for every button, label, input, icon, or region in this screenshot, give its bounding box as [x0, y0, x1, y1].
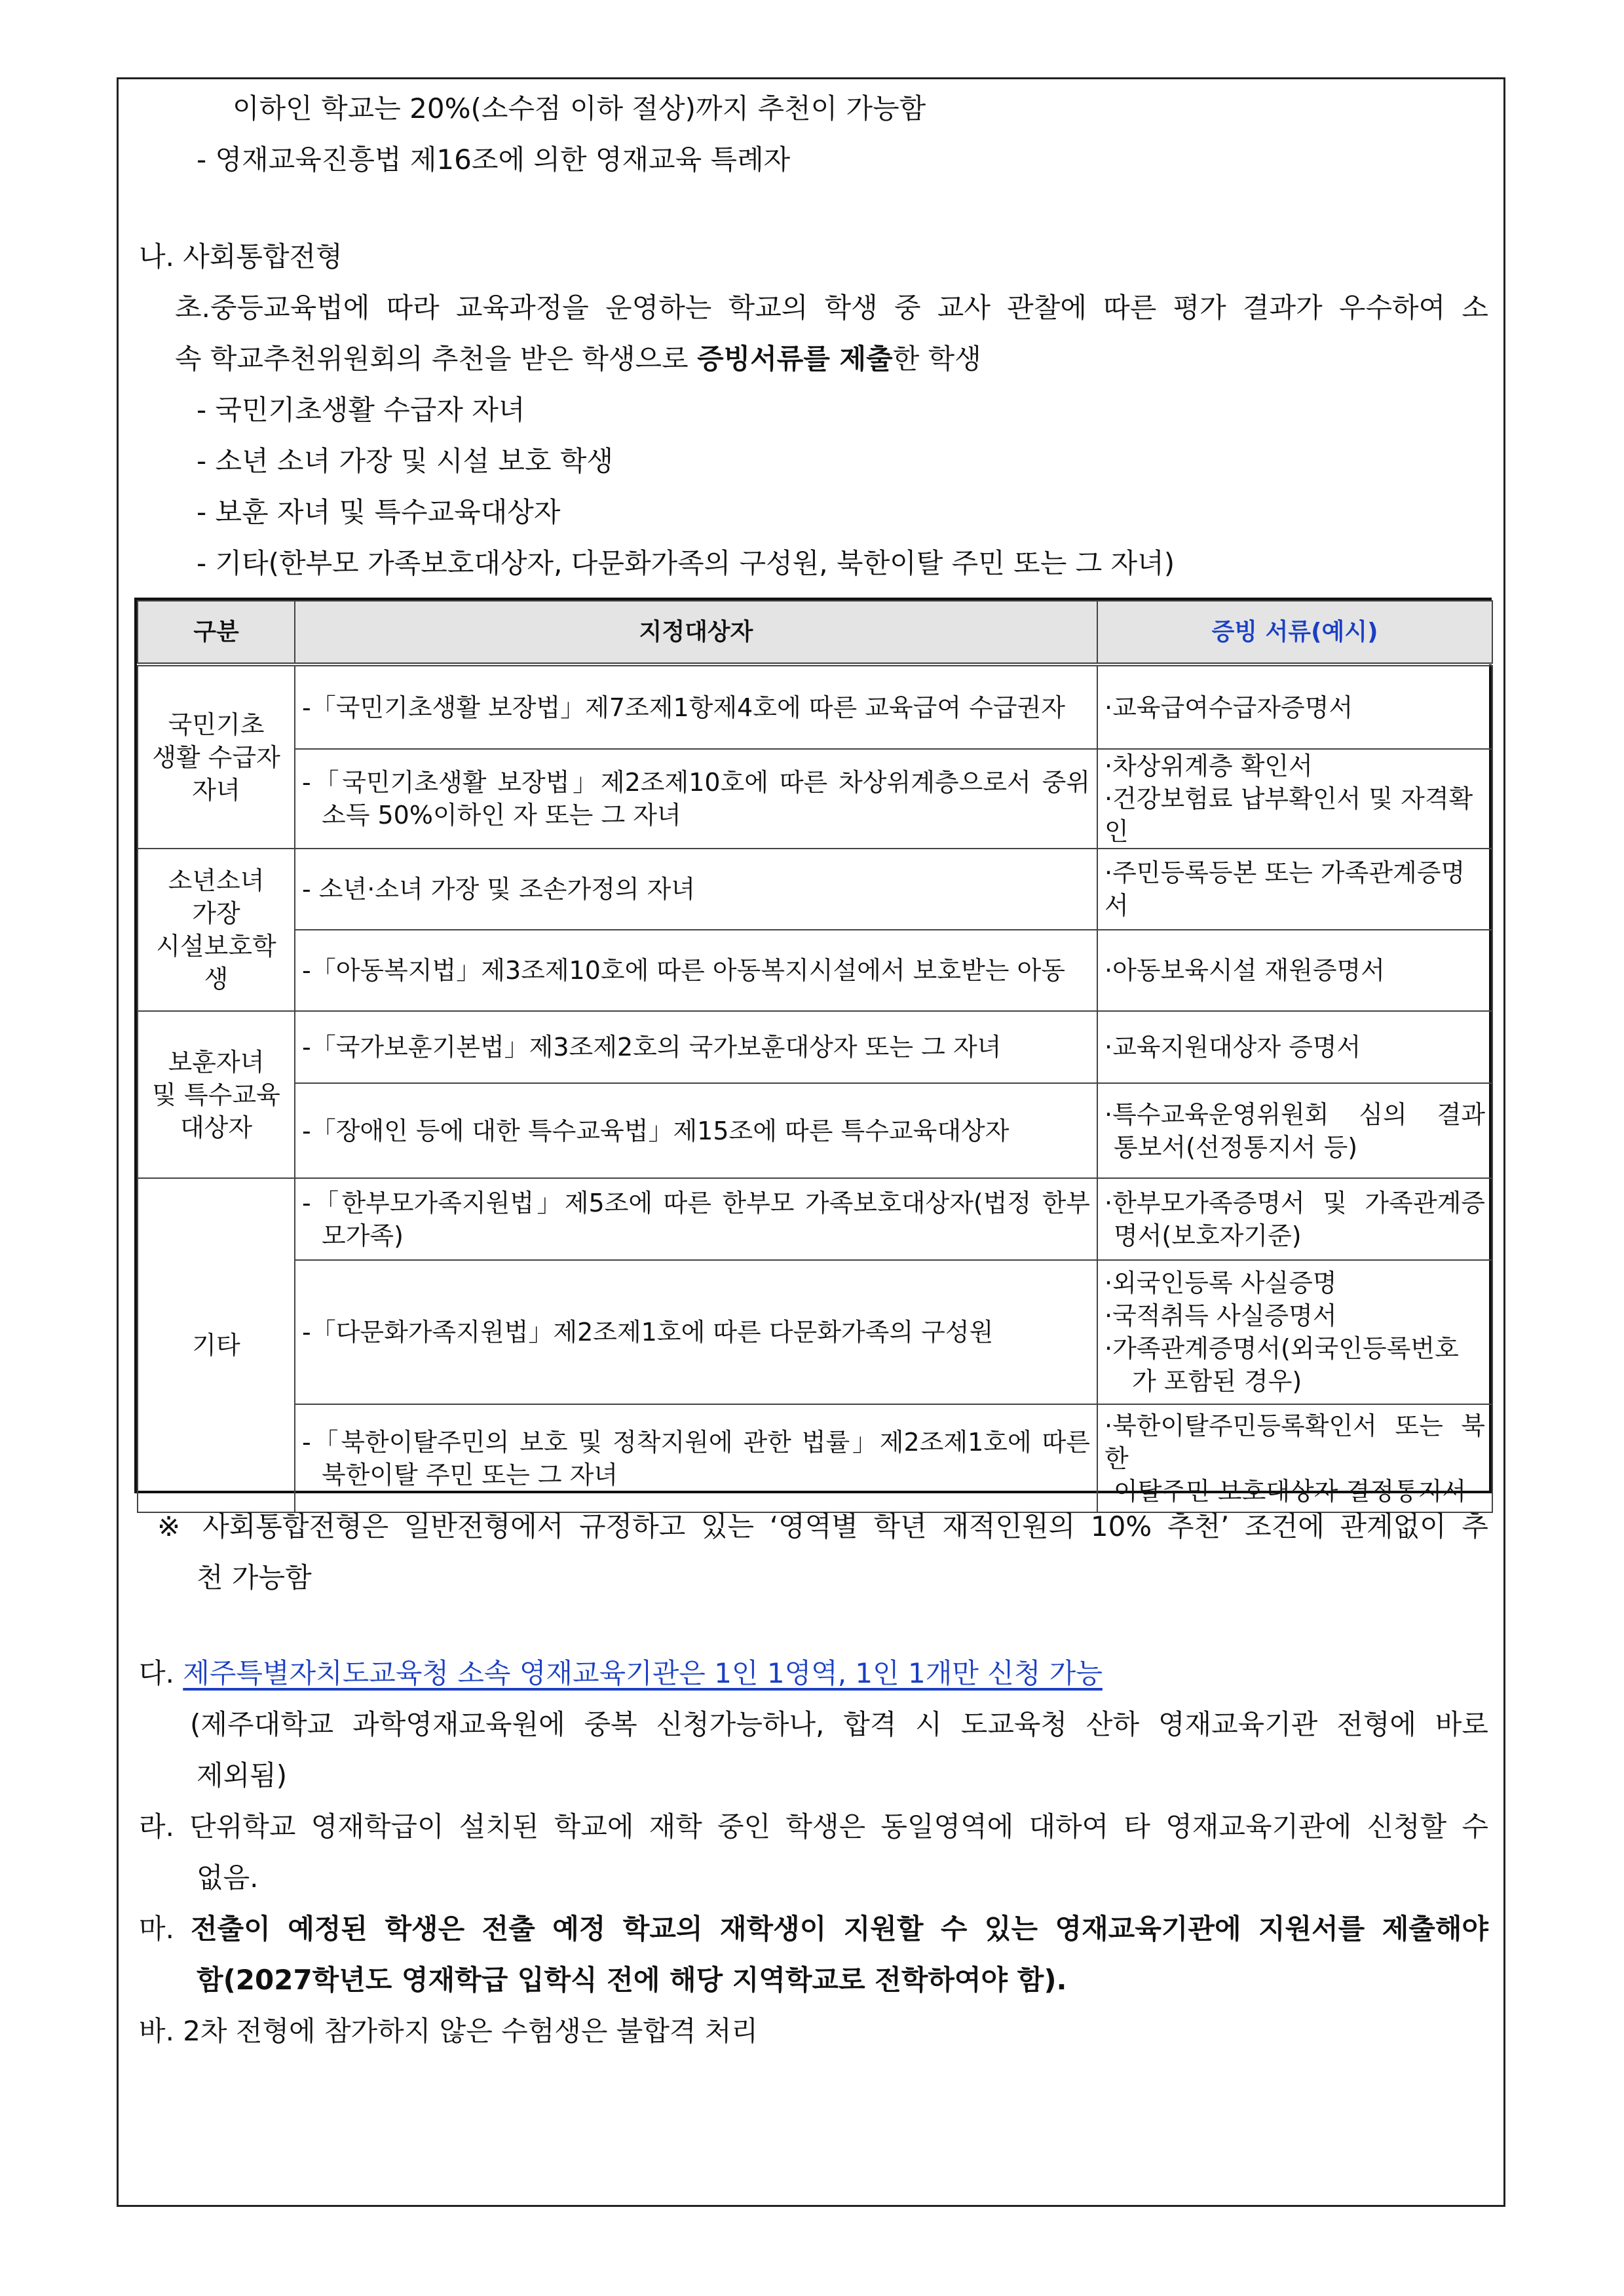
document-item: ·교육급여수급자증명서 [1105, 693, 1353, 722]
target-text: -「국민기초생활 보장법」제2조제10호에 따른 차상위계층으로서 중위 소득 50%이하인 자 또는 그 자녀 [302, 768, 1090, 830]
category-line: 기타 [192, 1331, 240, 1360]
header-documents: 증빙 서류(예시) [1097, 601, 1492, 664]
section-da-prefix: 다. [139, 1657, 183, 1689]
category-cell [138, 664, 295, 849]
section-na-desc-2-prefix: 속 학교추천위원회의 추천을 받은 학생으로 [175, 343, 698, 375]
category-line: 및 특수교육 [152, 1080, 280, 1109]
category-cell [138, 849, 295, 1011]
documents-cell [1097, 849, 1492, 930]
section-na-bullet: - 기타(한부모 가족보호대상자, 다문화가족의 구성원, 북한이탈 주민 또는 그 자녀) [197, 547, 1175, 579]
table-row [138, 930, 1492, 1011]
category-line: 소년소녀 [168, 866, 265, 895]
target-cell [295, 1260, 1097, 1404]
target-text: -「다문화가족지원법」제2조제1호에 따른 다문화가족의 구성원 [302, 1318, 994, 1347]
document-item: 이탈주민 보호대상자 결정통지서 [1114, 1476, 1467, 1506]
table-row [138, 849, 1492, 930]
document-item: 명서(보호자기준) [1114, 1221, 1302, 1250]
section-ra-line-1: 라. 단위학교 영재학급이 설치된 학교에 재학 중인 학생은 동일영역에 대하여 타 영재교육기관에 신청할 수 [139, 1810, 1488, 1843]
document-item: ·국적취득 사실증명서 [1105, 1301, 1337, 1330]
target-cell [295, 749, 1097, 849]
target-text: -「한부모가족지원법」제5조에 따른 한부모 가족보호대상자(법정 한부모가족) [302, 1188, 1090, 1250]
section-ra-line-2: 없음. [197, 1862, 259, 1894]
target-text: -「국가보훈기본법」제3조제2호의 국가보훈대상자 또는 그 자녀 [302, 1033, 1002, 1062]
intro-line-1: 이하인 학교는 20%(소수점 이하 절상)까지 추천이 가능함 [233, 92, 926, 124]
section-ma-line-2: 함(2027학년도 영재학급 입학식 전에 해당 지역학교로 전학하여야 함). [197, 1964, 1067, 1996]
document-item: ·한부모가족증명서 및 가족관계증 [1105, 1188, 1485, 1217]
target-text: -「북한이탈주민의 보호 및 정착지원에 관한 법률」제2조제1호에 따른 북한이탈 주민 또는 그 자녀 [302, 1427, 1090, 1489]
document-item: ·교육지원대상자 증명서 [1105, 1033, 1361, 1062]
document-item: ·아동보육시설 재원증명서 [1105, 956, 1385, 985]
table-row [138, 1404, 1492, 1512]
eligibility-table [134, 598, 1492, 1506]
category-cell [138, 1011, 295, 1178]
table-row [138, 1178, 1492, 1260]
note-line-2: 천 가능함 [197, 1561, 312, 1594]
document-item: ·북한이탈주민등록확인서 또는 북한 [1105, 1411, 1485, 1473]
documents-cell [1097, 749, 1492, 849]
section-na-bullet: - 국민기초생활 수급자 자녀 [197, 394, 525, 426]
category-cell [138, 1178, 295, 1512]
table-row [138, 749, 1492, 849]
section-da-line [139, 1656, 1103, 1691]
category-line: 시설보호학생 [156, 932, 276, 993]
category-line: 대상자 [179, 1113, 253, 1142]
section-na-desc-2-suffix: 한 학생 [892, 343, 981, 375]
target-cell [295, 1404, 1097, 1512]
target-cell [295, 664, 1097, 749]
table-row [138, 1011, 1492, 1083]
section-ma-bold-1: 전출이 예정된 학생은 전출 예정 학교의 재학생이 지원할 수 있는 영재교육기관에 지원서를 제출해야 [191, 1913, 1488, 1945]
category-line: 가장 [192, 899, 240, 928]
documents-cell [1097, 1404, 1492, 1512]
document-item: ·가족관계증명서(외국인등록번호 [1105, 1334, 1459, 1363]
target-text: -「국민기초생활 보장법」제7조제1항제4호에 따른 교육급여 수급권자 [302, 693, 1065, 722]
documents-cell [1097, 930, 1492, 1011]
documents-cell [1097, 1011, 1492, 1083]
section-ba-line: 바. 2차 전형에 참가하지 않은 수험생은 불합격 처리 [139, 2015, 758, 2047]
document-item: 통보서(선정통지서 등) [1114, 1132, 1358, 1162]
target-cell [295, 930, 1097, 1011]
section-na-title: 나. 사회통합전형 [139, 240, 343, 273]
intro-line-2: - 영재교육진흥법 제16조에 의한 영재교육 특례자 [197, 144, 791, 176]
target-cell [295, 849, 1097, 930]
section-na-desc-2 [175, 342, 981, 376]
category-line: 보훈자녀 [168, 1047, 265, 1077]
section-ma-prefix: 마. [139, 1913, 191, 1945]
target-text: - 소년·소녀 가장 및 조손가정의 자녀 [302, 875, 696, 904]
table-row [138, 1260, 1492, 1404]
section-da-link[interactable]: 제주특별자치도교육청 소속 영재교육기관은 1인 1영역, 1인 1개만 신청 가능 [183, 1657, 1103, 1689]
section-na-desc-1: 초.중등교육법에 따라 교육과정을 운영하는 학교의 학생 중 교사 관찰에 따른 평가 결과가 우수하여 소 [175, 292, 1488, 324]
target-cell [295, 1011, 1097, 1083]
category-line: 생활 수급자 [152, 742, 280, 772]
section-da-sub-2: 제외됨) [197, 1759, 288, 1791]
target-text: -「아동복지법」제3조제10호에 따른 아동복지시설에서 보호받는 아동 [302, 956, 1065, 985]
category-line: 자녀 [192, 775, 240, 805]
document-item: ·건강보험료 납부확인서 및 자격확인 [1105, 784, 1473, 846]
header-target: 지정대상자 [295, 601, 1097, 664]
target-cell [295, 1178, 1097, 1260]
documents-cell [1097, 1260, 1492, 1404]
table-header-row [138, 601, 1492, 664]
documents-cell [1097, 1083, 1492, 1178]
document-item: ·특수교육운영위원회 심의 결과 [1105, 1100, 1485, 1129]
documents-cell [1097, 664, 1492, 749]
documents-cell [1097, 1178, 1492, 1260]
section-na-desc-2-bold: 증빙서류를 제출 [697, 343, 893, 375]
target-text: -「장애인 등에 대한 특수교육법」제15조에 따른 특수교육대상자 [302, 1116, 1010, 1145]
document-item: ·외국인등록 사실증명 [1105, 1269, 1337, 1297]
document-item: ·차상위계층 확인서 [1105, 752, 1313, 780]
document-item: 가 포함된 경우) [1132, 1367, 1302, 1396]
table-row [138, 664, 1492, 749]
header-category: 구분 [138, 601, 295, 664]
target-cell [295, 1083, 1097, 1178]
note-line-1: ※ 사회통합전형은 일반전형에서 규정하고 있는 ‘영역별 학년 재적인원의 10% 추천’ 조건에 관계없이 추 [157, 1510, 1488, 1542]
section-na-bullet: - 소년 소녀 가장 및 시설 보호 학생 [197, 445, 614, 477]
table-row [138, 1083, 1492, 1178]
section-da-sub-1: (제주대학교 과학영재교육원에 중복 신청가능하나, 합격 시 도교육청 산하 영재교육기관 전형에 바로 [190, 1708, 1488, 1740]
section-na-bullet: - 보훈 자녀 및 특수교육대상자 [197, 496, 561, 528]
document-item: ·주민등록등본 또는 가족관계증명서 [1105, 858, 1465, 920]
section-ma-line-1 [139, 1912, 1488, 1946]
category-line: 국민기초 [168, 710, 265, 739]
